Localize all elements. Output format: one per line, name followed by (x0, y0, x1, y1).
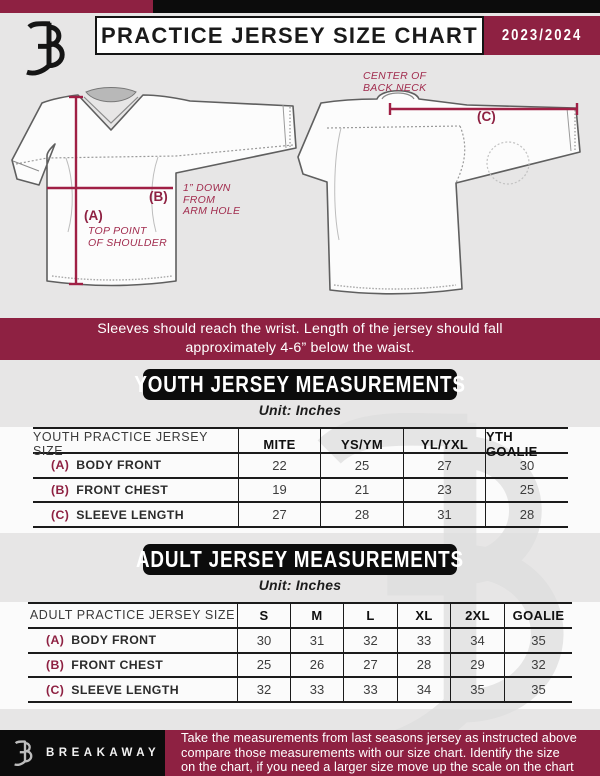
youth-table-title-cell: YOUTH PRACTICE JERSEY SIZE (33, 430, 208, 458)
table-row: (C) SLEEVE LENGTH 32 33 33 34 35 35 (28, 678, 572, 703)
jersey-measurement-diagram (0, 60, 600, 318)
youth-unit-label: Unit: Inches (258, 402, 342, 418)
arm-hole-note: 1” DOWN FROM ARM HOLE (183, 182, 241, 217)
youth-size-col-mite: MITE (238, 429, 320, 459)
footer (0, 730, 600, 776)
measurement-label-a: (A) (84, 208, 103, 223)
youth-size-col-goalie: YTH GOALIE (485, 429, 568, 459)
page-title: PRACTICE JERSEY SIZE CHART (101, 22, 478, 48)
adult-size-col-goalie: GOALIE (504, 604, 572, 627)
adult-size-col-l: L (343, 604, 397, 627)
adult-size-table (28, 602, 572, 703)
adult-size-col-xl: XL (397, 604, 450, 627)
table-row: (B) FRONT CHEST 19 21 23 25 (33, 479, 568, 504)
row-label-front-chest: (B) FRONT CHEST (46, 657, 164, 672)
fit-notice-banner: Sleeves should reach the wrist. Length of the jersey should fall approximately 4-6” below the waist. (0, 318, 600, 360)
youth-table-header-row (33, 429, 568, 459)
youth-section-banner (134, 369, 466, 400)
back-jersey-outline (298, 91, 580, 294)
brand-name: BREAKAWAY (46, 747, 161, 759)
adult-section-title: ADULT JERSEY MEASUREMENTS (136, 546, 464, 572)
page-title-box (95, 16, 484, 55)
youth-size-table (33, 427, 568, 528)
adult-table-header-row (28, 604, 572, 629)
adult-size-col-s: S (237, 604, 290, 627)
adult-size-col-2xl: 2XL (450, 604, 504, 627)
adult-unit-label: Unit: Inches (258, 577, 342, 593)
center-back-neck-note: CENTER OF BACK NECK (363, 70, 427, 94)
footer-instructions: Take the measurements from last seasons jersey as instructed above compare those measurements with our size chart. Identify the size on the chart, if you need a larger size move up the scale on the chart (165, 730, 600, 776)
season-label: 2023/2024 (501, 26, 583, 44)
adult-table-title-cell: ADULT PRACTICE JERSEY SIZE (29, 608, 236, 623)
row-label-sleeve-length: (C) SLEEVE LENGTH (51, 507, 184, 522)
adult-section-banner (136, 544, 464, 575)
youth-section-title: YOUTH JERSEY MEASUREMENTS (134, 371, 466, 397)
youth-size-col-ylyxl: YL/YXL (403, 429, 485, 459)
table-row: (A) BODY FRONT 22 25 27 30 (33, 454, 568, 479)
top-point-shoulder-note: TOP POINT OF SHOULDER (88, 225, 167, 249)
row-label-sleeve-length: (C) SLEEVE LENGTH (46, 682, 179, 697)
row-label-body-front: (A) BODY FRONT (51, 458, 162, 473)
table-row: (B) FRONT CHEST 25 26 27 28 29 32 (28, 654, 572, 679)
table-row: (C) SLEEVE LENGTH 27 28 31 28 (33, 503, 568, 528)
row-label-body-front: (A) BODY FRONT (46, 633, 157, 648)
measurement-label-c: (C) (477, 109, 496, 124)
table-row: (A) BODY FRONT 30 31 32 33 34 35 (28, 629, 572, 654)
youth-size-col-ysym: YS/YM (320, 429, 403, 459)
breakaway-b-logo-footer (12, 737, 38, 769)
footer-brand-block (0, 730, 165, 776)
measurement-label-b: (B) (149, 189, 168, 204)
breakaway-b-logo (20, 15, 78, 81)
adult-size-col-m: M (290, 604, 343, 627)
season-badge (484, 16, 600, 55)
top-accent-strip-maroon (0, 0, 153, 13)
row-label-front-chest: (B) FRONT CHEST (51, 482, 169, 497)
top-accent-strip (0, 0, 600, 13)
